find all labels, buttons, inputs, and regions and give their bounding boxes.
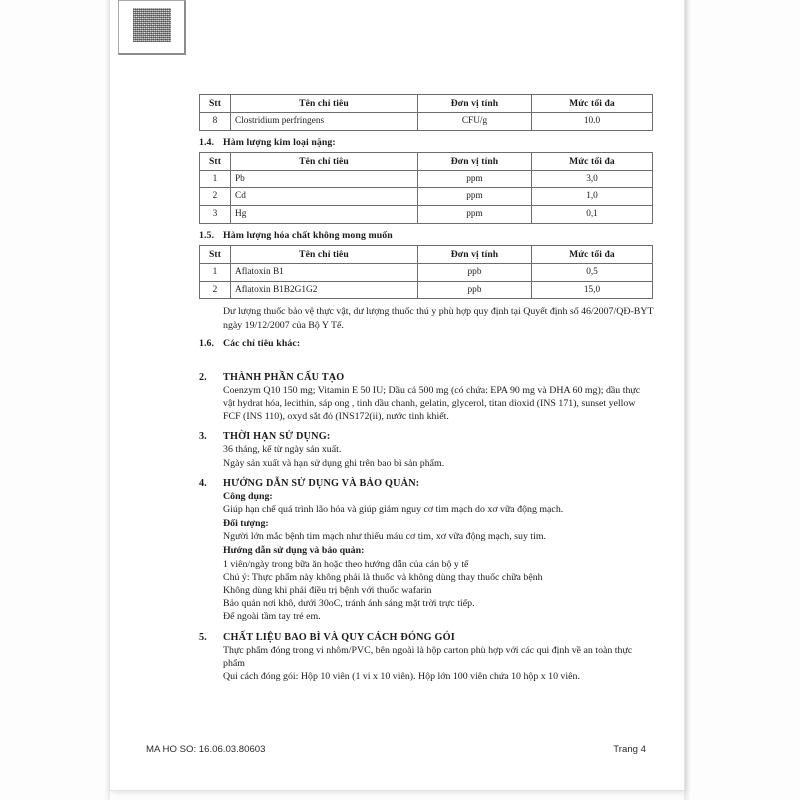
table-row	[200, 170, 653, 188]
cell-stt: 2	[200, 188, 231, 206]
table-header-row	[200, 152, 653, 170]
table-row	[200, 206, 653, 224]
section-4-huong-dan-line-3: Không dùng khi phải điều trị bệnh với thuốc wafarin	[223, 585, 432, 596]
cell-stt: 1	[200, 263, 231, 281]
scan-stamp-box	[118, 0, 186, 55]
section-4-title: HƯỚNG DẪN SỬ DỤNG VÀ BẢO QUẢN:	[223, 477, 420, 489]
section-2-body: Coenzym Q10 150 mg; Vitamin E 50 IU; Dầu cá 500 mg (có chứa: EPA 90 mg và DHA 60 mg); dầu thực vật hydrat hóa, lecithin, sáp ong , tinh dầu chanh, gelatin, glycerol, titan dioxid (INS 171), sunset yellow FCF (INS 110), oxyd sắt đỏ (INS172(ii), nước tinh khiết.	[223, 384, 641, 423]
section-2-number: 2.	[199, 371, 207, 383]
table-header-row	[200, 95, 653, 113]
cell-name: Aflatoxin B1B2G1G2	[231, 281, 418, 299]
section-4-subheading-cong-dung: Công dụng:	[223, 490, 273, 502]
section-5-number: 5.	[199, 631, 207, 643]
page-footer	[146, 744, 646, 755]
col-header-stt: Stt	[200, 152, 231, 170]
footer-file-number: MA HO SO: 16.06.03.80603	[146, 744, 266, 755]
cell-name: Pb	[231, 170, 418, 188]
subsection-1-5-heading	[199, 230, 654, 241]
section-4-cong-dung-text: Giúp hạn chế quá trình lão hóa và giúp giảm nguy cơ tim mạch do xơ vữa động mạch.	[223, 503, 564, 515]
col-header-unit: Đơn vị tính	[418, 152, 532, 170]
cell-name: Clostridium perfringens	[231, 113, 418, 131]
section-4-huong-dan-line-5: Để ngoài tầm tay trẻ em.	[223, 611, 321, 623]
cell-stt: 8	[200, 113, 231, 131]
col-header-max: Mức tối đa	[532, 95, 653, 113]
col-header-name: Tên chỉ tiêu	[231, 245, 418, 263]
spacer	[199, 353, 654, 364]
col-header-name: Tên chỉ tiêu	[231, 95, 418, 113]
col-header-stt: Stt	[200, 95, 231, 113]
section-4-subheading-doi-tuong: Đối tượng:	[223, 518, 269, 530]
section-2-title: THÀNH PHẦN CẤU TẠO	[223, 371, 345, 383]
table-heavy-metals	[199, 152, 653, 224]
subsection-1-5-title: Hàm lượng hóa chất không mong muốn	[223, 229, 393, 241]
table-microbiology	[199, 94, 653, 131]
cell-unit: ppb	[418, 263, 532, 281]
subsection-1-6-number: 1.6.	[199, 337, 215, 349]
subsection-1-5-number: 1.5.	[199, 229, 215, 241]
section-4-doi-tuong-text: Người lớn mắc bệnh tim mạch như thiếu máu cơ tim, xơ vữa động mạch, suy tim.	[223, 531, 546, 543]
cell-name: Cd	[231, 188, 418, 206]
section-4-huong-dan-line-2: Chú ý: Thực phẩm này không phải là thuốc và không dùng thay thuốc chữa bệnh	[223, 571, 543, 583]
section-5-line-2: Qui cách đóng gói: Hộp 10 viên (1 vi x 10 viên). Hộp lớn 100 viên chứa 10 hộp x 10 viên.	[223, 670, 580, 682]
table-chemicals	[199, 245, 653, 299]
section-3-line-1: 36 tháng, kể từ ngày sản xuất.	[223, 444, 342, 456]
section-3-line-2: Ngày sản xuất và hạn sử dụng ghi trên bao bì sản phẩm.	[223, 457, 445, 469]
section-4-subheading-huong-dan: Hướng dẫn sử dụng và bảo quản:	[223, 545, 365, 557]
cell-max: 0,5	[532, 263, 653, 281]
scan-stamp-icon	[133, 8, 171, 42]
section-4	[199, 478, 654, 624]
section-4-huong-dan-line-4: Bảo quản nơi khô, dưới 30oC, tránh ánh sáng mặt trời trực tiếp.	[223, 598, 475, 610]
section-3	[199, 431, 654, 469]
cell-max: 10.0	[532, 113, 653, 131]
document-page	[110, 0, 684, 790]
col-header-max: Mức tối đa	[532, 152, 653, 170]
cell-max: 0,1	[532, 206, 653, 224]
subsection-1-6-title: Các chỉ tiêu khác:	[223, 337, 301, 349]
section-3-title: THỜI HẠN SỬ DỤNG:	[223, 431, 331, 443]
cell-unit: CFU/g	[418, 113, 532, 131]
section-4-number: 4.	[199, 477, 207, 489]
section-5	[199, 632, 654, 684]
col-header-stt: Stt	[200, 245, 231, 263]
section-4-huong-dan-line-1: 1 viên/ngày trong bữa ăn hoặc theo hướng dẫn của cán bộ y tế	[223, 558, 469, 570]
subsection-1-4-heading	[199, 137, 654, 148]
document-content	[199, 94, 654, 683]
cell-unit: ppm	[418, 206, 532, 224]
cell-max: 3,0	[532, 170, 653, 188]
subsection-1-4-title: Hàm lượng kim loại nặng:	[223, 136, 336, 148]
col-header-unit: Đơn vị tính	[418, 245, 532, 263]
subsection-1-6-heading	[199, 338, 654, 349]
table-row	[200, 188, 653, 206]
cell-unit: ppb	[418, 281, 532, 299]
table-row	[200, 113, 653, 131]
section-5-line-1: Thực phẩm đóng trong vi nhôm/PVC, bên ngoài là hộp carton phù hợp với các qui định về an toàn thực phẩm	[223, 644, 633, 669]
page-shadow-right	[684, 0, 691, 800]
table-row	[200, 263, 653, 281]
cell-stt: 3	[200, 206, 231, 224]
table-header-row	[200, 245, 653, 263]
cell-name: Aflatoxin B1	[231, 263, 418, 281]
table-row	[200, 281, 653, 299]
section-5-title: CHẤT LIỆU BAO BÌ VÀ QUY CÁCH ĐÓNG GÓI	[223, 631, 455, 643]
col-header-unit: Đơn vị tính	[418, 95, 532, 113]
section-2	[199, 372, 654, 424]
cell-max: 15,0	[532, 281, 653, 299]
col-header-max: Mức tối đa	[532, 245, 653, 263]
cell-unit: ppm	[418, 188, 532, 206]
cell-unit: ppm	[418, 170, 532, 188]
subsection-1-4-number: 1.4.	[199, 136, 215, 148]
cell-stt: 1	[200, 170, 231, 188]
cell-name: Hg	[231, 206, 418, 224]
cell-stt: 2	[200, 281, 231, 299]
cell-max: 1,0	[532, 188, 653, 206]
residue-note-paragraph: Dư lượng thuốc bảo vệ thực vật, dư lượng thuốc thú y phù hợp quy định tại Quyết định số 46/2007/QĐ-BYT ngày 19/12/2007 của Bộ Y Tế.	[223, 306, 654, 331]
section-3-number: 3.	[199, 431, 207, 443]
col-header-name: Tên chỉ tiêu	[231, 152, 418, 170]
footer-page-number: Trang 4	[613, 744, 646, 755]
